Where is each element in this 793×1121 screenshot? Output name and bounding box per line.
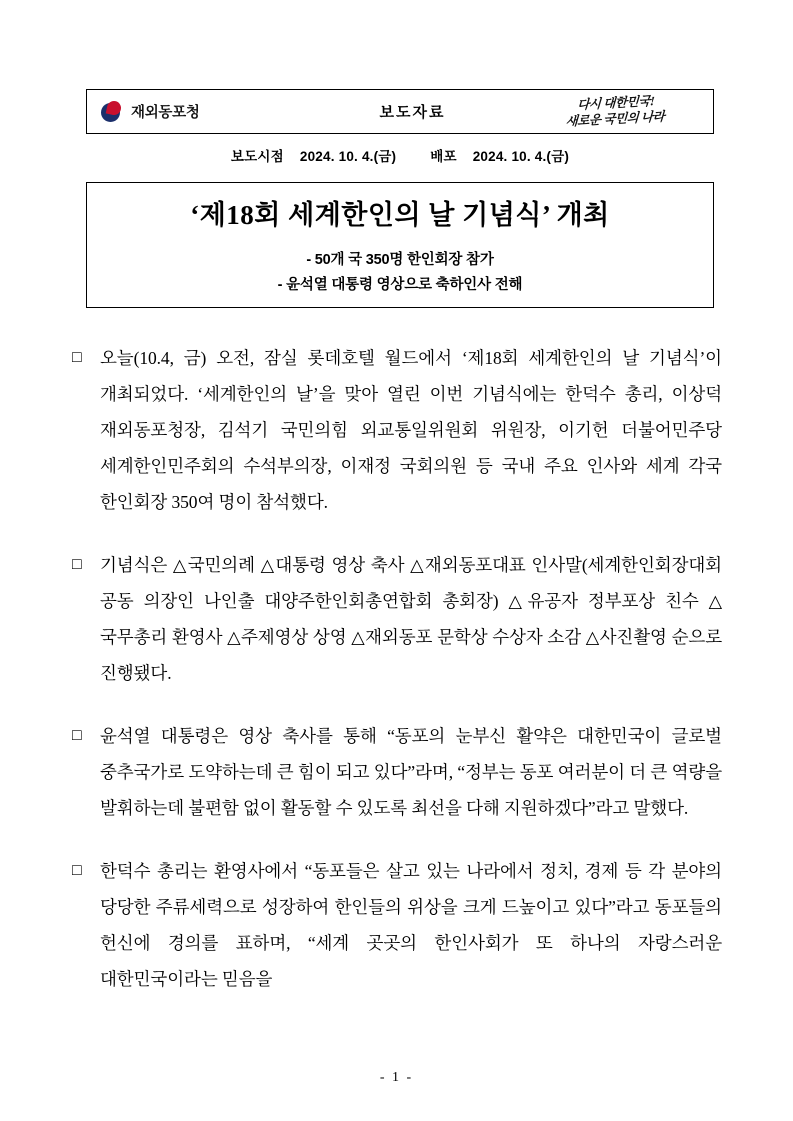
distribute-label: 배포 <box>430 149 457 164</box>
body-paragraph <box>72 547 722 691</box>
paragraph-bullet-icon: □ <box>72 349 82 366</box>
slogan-line-1: 다시 대한민국! <box>576 93 655 112</box>
body-paragraph <box>72 718 722 826</box>
paragraph-bullet-icon: □ <box>72 727 82 744</box>
body-paragraph <box>72 853 722 997</box>
body-paragraph <box>72 340 722 520</box>
paragraph-bullet-icon: □ <box>72 862 82 879</box>
subtitle-line-1: - 50개 국 350명 한인회장 참가 <box>306 251 494 268</box>
document-type-label: 보도자료 <box>379 104 446 121</box>
government-logo-icon <box>101 101 123 123</box>
header-slogan <box>528 93 713 128</box>
slogan-line-2: 새로운 국민의 나라 <box>565 108 665 128</box>
subtitle-line-2: - 윤석열 대통령 영상으로 축하인사 전해 <box>277 276 523 293</box>
document-header <box>86 89 714 134</box>
dateline <box>86 145 714 165</box>
distribute-date: 2024. 10. 4.(금) <box>472 149 570 164</box>
slogan-text <box>565 93 665 130</box>
title-box <box>86 182 714 308</box>
header-agency <box>87 101 297 123</box>
paragraph-text: 한덕수 총리는 환영사에서 “동포들은 살고 있는 나라에서 정치, 경제 등 각 분야의 당당한 주류세력으로 성장하여 한인들의 위상을 크게 드높이고 있다”라고 동포들의 헌신에 경의를 표하며, “세계 곳곳의 한인사회가 또 하나의 자랑스러운 대한민국이라는 믿음을 <box>100 861 722 989</box>
release-label: 보도시점 <box>230 149 284 164</box>
paragraph-text: 기념식은 △국민의례 △대통령 영상 축사 △재외동포대표 인사말(세계한인회장대회 공동 의장인 나인출 대양주한인회총연합회 총회장) △유공자 정부포상 친수 △국무총리 환영사 △주제영상 상영 △재외동포 문학상 수상자 소감 △사진촬영 순으로 진행됐다. <box>100 555 722 683</box>
page-title: ‘제18회 세계한인의 날 기념식’ 개최 <box>190 199 610 230</box>
paragraph-text: 윤석열 대통령은 영상 축사를 통해 “동포의 눈부신 활약은 대한민국이 글로벌 중추국가로 도약하는데 큰 힘이 되고 있다”라며, “정부는 동포 여러분이 더 큰 역량을 발휘하는데 불편함 없이 활동할 수 있도록 최선을 다해 지원하겠다”라고 말했다. <box>100 726 722 818</box>
release-date: 2024. 10. 4.(금) <box>299 149 397 164</box>
document-body <box>72 340 722 1024</box>
agency-name: 재외동포청 <box>131 105 200 121</box>
paragraph-bullet-icon: □ <box>72 556 82 573</box>
paragraph-text: 오늘(10.4, 금) 오전, 잠실 롯데호텔 월드에서 ‘제18회 세계한인의 날 기념식’이 개최되었다. ‘세계한인의 날’을 맞아 열린 이번 기념식에는 한덕수 총리, 이상덕 재외동포청장, 김석기 국민의힘 외교통일위원회 위원장, 이기헌 더불어민주당 세계한인민주회의 수석부의장, 이재정 국회의원 등 국내 주요 인사와 세계 각국 한인회장 350여 명이 참석했다. <box>100 348 722 512</box>
page-number: - 1 - <box>379 1070 414 1085</box>
